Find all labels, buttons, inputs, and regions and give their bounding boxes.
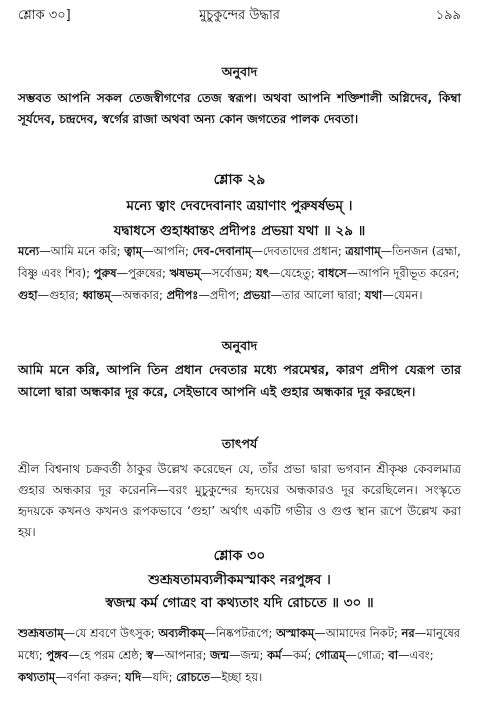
synonym-meaning: যেহেতু; — [280, 266, 319, 280]
synonym-meaning: আপনার; — [164, 648, 211, 662]
synonyms-29: মন্যে—আমি মনে করি; ত্বাম্—আপনি; দেব-দেবানাম্—দেবতাদের প্রধান; ত্রয়াণাম্—তিনজন (ব্রহ্মা, বিষ্ণু এবং শিব); পুরুষ—পুরুষের; ঋষভম্—সর্বোত্তম; যৎ—যেহেতু; বাধসে—আপনি দূরীভূত করেন; গুহা—গুহার; ধ্বান্তম্—অন্ধকার; প্রদীপঃ—প্রদীপ; প্রভয়া—তার আলো দ্বারা; যথা—যেমন। — [18, 244, 461, 302]
running-head — [18, 6, 461, 28]
synonym-term: পুরুষ — [93, 266, 117, 280]
translation-29-heading: অনুবাদ — [221, 338, 258, 353]
synonym-term: গুহা — [18, 288, 38, 302]
translation-heading: অনুবাদ — [221, 64, 258, 79]
synonym-term: স্ব — [146, 648, 154, 662]
synonym-meaning: অন্ধকার; — [122, 288, 167, 302]
synonym-meaning: আমাদের নিকট; — [325, 626, 402, 640]
synonym-term: রোচতে — [176, 670, 210, 684]
synonym-meaning: ইচ্ছা হয়। — [221, 670, 263, 684]
verse-30-line-2: স্বজন্ম কর্ম গোত্রং বা কথ্যতাং যদি রোচতে ॥ ৩০ ॥ — [105, 595, 374, 611]
synonym-term: মন্যে — [18, 244, 40, 258]
synonym-meaning: আপনি; — [153, 244, 193, 258]
verse-30 — [18, 544, 461, 614]
synonyms-30: শুশ্রূষতাম্—যে শ্রবণে উৎসুক; অব্যলীকম্—নিষ্কপটরূপে; অস্মাকম্—আমাদের নিকট; নর—মানুষের মধ্যে; পুঙ্গব—হে পরম শ্রেষ্ঠ; স্ব—আপনার; জন্ম—জন্ম; কর্ম—কর্ম; গোত্রম্—গোত্র; বা—এবং; কথ্যতাম্—বর্ণনা করুন; যদি—যদি; রোচতে—ইচ্ছা হয়। — [18, 626, 461, 684]
synonym-term: অব্যলীকম্ — [158, 626, 205, 640]
synonym-meaning: যে শ্রবণে উৎসুক; — [75, 626, 159, 640]
translation-29-section — [18, 338, 461, 403]
synonym-meaning: কর্ম; — [293, 648, 315, 662]
verse-29-line-1: মন্যে ত্বাং দেবদেবানাং ত্রয়াণাং পুরুষর্ষভম্ । — [126, 198, 353, 214]
synonym-term: গোত্রম্ — [314, 648, 346, 662]
translation-29-text: আমি মনে করি, আপনি তিন প্রধান দেবতার মধ্যে পরমেশ্বর, কারণ প্রদীপ যেরূপ তার আলো দ্বারা অন্ধকার দূর করে, সেইভাবে আপনি এই গুহার অন্ধকার দূর করছেন। — [18, 362, 461, 399]
synonym-meaning: তিনজন (ব্রহ্মা, বিষ্ণু এবং শিব); — [18, 244, 461, 280]
synonym-term: যৎ — [255, 266, 269, 280]
synonym-meaning: এবং; — [409, 648, 434, 662]
synonym-meaning: নিষ্কপটরূপে; — [215, 626, 277, 640]
translation-text: সম্ভবত আপনি সকল তেজস্বীগণের তেজ স্বরূপ। অথবা আপনি শক্তিশালী অগ্নিদেব, কিম্বা সূর্যদেব, চন্দ্রদেব, স্বর্গের রাজা অথবা অন্য কোন জগতের পালক দেবতা। — [18, 91, 461, 126]
synonym-term: কর্ম — [267, 648, 282, 662]
synonym-meaning: আমি মনে করি; — [50, 244, 125, 258]
synonym-term: প্রভয়া — [243, 288, 271, 302]
purport-29-section — [18, 436, 461, 543]
purport-heading: তাৎপর্য — [221, 436, 258, 451]
synonym-term: দেব-দেবানাম্ — [192, 244, 252, 258]
synonym-meaning: যেমন। — [393, 288, 423, 302]
synonym-meaning: মানুষের মধ্যে; — [18, 626, 461, 662]
synonym-term: বাধসে — [318, 266, 347, 280]
synonym-meaning: যদি; — [152, 670, 177, 684]
synonym-meaning: বর্ণনা করুন; — [66, 670, 126, 684]
verse-30-line-1: শুশ্রূষতামব্যলীকমস্মাকং নরপুঙ্গব । — [148, 572, 331, 588]
synonym-meaning: জন্ম; — [240, 648, 268, 662]
synonym-term: ত্বাম্ — [124, 244, 143, 258]
synonym-term: শুশ্রূষতাম্ — [18, 626, 64, 640]
synonym-term: জন্ম — [210, 648, 230, 662]
synonym-term: কথ্যতাম্ — [18, 670, 56, 684]
synonym-term: যদি — [125, 670, 142, 684]
synonym-term: ধ্বান্তম্ — [82, 288, 111, 302]
synonym-term: অস্মাকম্ — [276, 626, 315, 640]
synonym-term: প্রদীপঃ — [166, 288, 199, 302]
page-number: ১৯৯ — [435, 8, 461, 23]
synonym-term: নর — [401, 626, 415, 640]
synonym-meaning: আপনি দূরীভূত করেন; — [358, 266, 460, 280]
synonym-meaning: গুহার; — [49, 288, 83, 302]
synonym-meaning: পুরুষের; — [128, 266, 170, 280]
synonym-term: বা — [388, 648, 399, 662]
synonym-term: ঋষভম্ — [169, 266, 201, 280]
verse-30-heading: শ্লোক ৩০ — [213, 548, 266, 564]
verse-29 — [18, 168, 461, 242]
translation-section — [18, 64, 461, 130]
synonym-term: যথা — [364, 288, 383, 302]
running-head-verse: শ্লোক ৩০] — [18, 8, 71, 23]
synonym-meaning: তার আলো দ্বারা; — [281, 288, 365, 302]
synonym-meaning: সর্বোত্তম; — [211, 266, 256, 280]
verse-29-heading: শ্লোক ২৯ — [213, 172, 266, 188]
purport-text: শ্রীল বিশ্বনাথ চক্রবর্তী ঠাকুর উল্লেখ করেছেন যে, তাঁর প্রভা দ্বারা ভগবান শ্রীকৃষ্ণ কেবলমাত্র গুহার অন্ধকার দূর করেননি—বরং মুচুকুন্দের হৃদয়ের অন্ধকারও দূর করেছিলেন। সংস্কৃতে হৃদয়কে কখনও কখনও রূপকভাবে ‘গুহা’ অর্থাৎ একটি গভীর ও গুপ্ত স্থান রূপে উল্লেখ করা হয়। — [18, 462, 461, 539]
synonym-meaning: হে পরম শ্রেষ্ঠ; — [79, 648, 147, 662]
synonym-term: পুঙ্গব — [46, 648, 69, 662]
synonym-term: ত্রয়াণাম্ — [345, 244, 381, 258]
running-head-chapter-title: মুচুকুন্দের উদ্ধার — [199, 8, 280, 23]
synonym-meaning: প্রদীপ; — [209, 288, 244, 302]
synonym-meaning: দেবতাদের প্রধান; — [262, 244, 346, 258]
synonym-meaning: গোত্র; — [356, 648, 389, 662]
verse-29-line-2: যদ্বাধসে গুহাধ্বান্তং প্রদীপঃ প্রভয়া যথা ॥ ২৯ ॥ — [113, 223, 366, 239]
